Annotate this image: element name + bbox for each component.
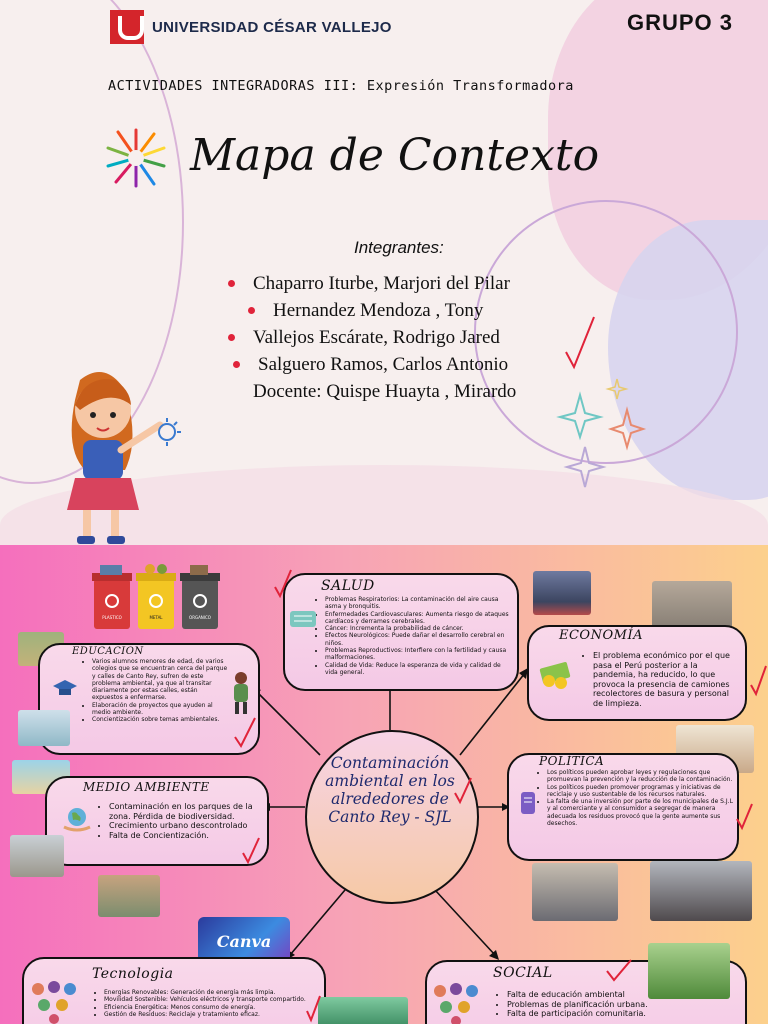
health-title: SALUD (321, 578, 375, 594)
list-item: • Problemas Respiratorios: La contaminación del aire causa asma y bronquitis. (325, 596, 513, 611)
list-item: • Problemas de planificación urbana. (507, 1000, 727, 1010)
sparkle-stars-icon (555, 375, 665, 495)
meeting-photo (532, 863, 618, 921)
bullet-icon (228, 334, 235, 341)
graduation-cap-icon (52, 678, 78, 700)
list-item: • Enfermedades Cardiovasculares: Aumenta riesgo de ataques cardíacos y derrames cerebrales. (325, 611, 513, 626)
money-icon (537, 655, 575, 691)
technology-text (94, 989, 314, 1018)
check-icon (604, 957, 634, 983)
context-map (0, 545, 768, 1024)
check-icon (734, 801, 754, 831)
politics-text (537, 769, 733, 827)
list-item: • La falta de una inversión por parte de los municipales de S.J.L y al comerciante y al consumidor a segregar de manera adecuada los residuos provocó que la gente aumente sus desechos. (547, 798, 733, 827)
university-name: UNIVERSIDAD CÉSAR VALLEJO (152, 18, 392, 36)
list-item: • Falta de Concientización. (109, 831, 259, 841)
education-text (82, 658, 228, 724)
list-item: • Falta de educación ambiental (507, 990, 727, 1000)
environment-text (99, 802, 259, 840)
list-item: • Los políticos pueden promover programas y iniciativas de reciclaje y uso sustentable de los recursos naturales. (547, 784, 733, 799)
bullet-icon (248, 307, 255, 314)
girl-illustration (55, 360, 205, 545)
university-logo (110, 10, 392, 44)
list-item (228, 351, 516, 378)
list-item: • Problemas Reproductivos: Interfiere con la fertilidad y causa malformaciones. (325, 647, 513, 662)
health-box (283, 573, 519, 691)
trash-street-photo (650, 861, 752, 921)
people-group-icon (28, 979, 80, 1024)
list-item: • Energías Renovables: Generación de energía más limpia. (104, 989, 314, 996)
volunteers-photo (648, 943, 730, 999)
list-item: • Varios alumnos menores de edad, de varios colegios que se encuentran cerca del parque y calles de Canto Rey, sufren de este problema ambiental, ya que al transitar diariamente por estas calles, están expuestos a enfermarse. (92, 658, 228, 702)
list-item: • Falta de participación comunitaria. (507, 1009, 727, 1019)
ucv-logo-icon (110, 10, 144, 44)
course-subtitle: ACTIVIDADES INTEGRADORAS III: Expresión Transformadora (108, 78, 574, 94)
list-item: • El problema económico por el que pasa el Perú posterior a la pandemia, ha reducido, lo que provoca la presencia de camiones recolectores de basura y personal de limpieza. (593, 651, 733, 708)
trash-beach-photo (10, 835, 64, 877)
canva-logo: Canva (198, 917, 290, 965)
check-icon (560, 312, 600, 372)
teacher-illustration (228, 670, 254, 716)
list-item: • Elaboración de proyectos que ayuden al medio ambiente. (92, 702, 228, 717)
page-title: Mapa de Contexto (190, 130, 600, 181)
economy-title: ECONOMÍA (559, 628, 643, 643)
garbage-pile-photo (533, 571, 591, 615)
people-group-icon (430, 981, 482, 1024)
bullet-icon (233, 361, 240, 368)
nature-photo (318, 997, 408, 1024)
list-item: • Efectos Neurológicos: Puede dañar el desarrollo cerebral en niños. (325, 632, 513, 647)
list-item (228, 378, 516, 405)
environment-title: MEDIO AMBIENTE (83, 780, 210, 794)
member-name: Vallejos Escárate, Rodrigo Jared (253, 326, 500, 348)
list-item (228, 324, 516, 351)
bin-label: METAL (149, 615, 163, 620)
center-topic: Contaminación ambiental en los alrededores de Canto Rey - SJL (325, 754, 455, 826)
list-item: • Crecimiento urbano descontrolado (109, 821, 259, 831)
bin-label: ORGANICO (189, 615, 211, 620)
colorful-burst-icon (104, 126, 168, 190)
teacher-name: Docente: Quispe Huayta , Mirardo (253, 380, 517, 402)
list-item: • Los políticos pueden aprobar leyes y regulaciones que promuevan la prevención y la reducción de la contaminación. (547, 769, 733, 784)
politics-title: POLÍTICA (539, 754, 605, 768)
face-mask-icon (286, 607, 320, 631)
earth-hands-icon (62, 805, 92, 833)
member-name: Hernandez Mendoza , Tony (273, 299, 484, 321)
scroll-icon (518, 790, 538, 816)
social-title: SOCIAL (493, 965, 553, 981)
check-icon (452, 775, 474, 805)
education-title: EDUCACION (72, 646, 144, 657)
bullet-icon (228, 280, 235, 287)
economy-text (583, 651, 733, 708)
students-photo (18, 710, 70, 746)
list-item: • Calidad de Vida: Reduce la esperanza de vida y calidad de vida general. (325, 662, 513, 677)
member-name: Salguero Ramos, Carlos Antonio (258, 353, 509, 375)
list-item (228, 297, 516, 324)
check-icon (748, 663, 768, 697)
list-item: • Cáncer: Incrementa la probabilidad de cáncer. (325, 625, 513, 632)
check-icon (272, 567, 294, 599)
list-item: • Movilidad Sostenible: Vehículos eléctricos y transporte compartido. (104, 996, 314, 1003)
members-list (228, 270, 516, 405)
technology-title: Tecnologia (92, 966, 174, 982)
list-item: • Concientización sobre temas ambientales. (92, 716, 228, 723)
bin-label: PLASTICO (102, 615, 122, 620)
check-icon (232, 715, 258, 749)
members-heading: Integrantes: (354, 238, 444, 257)
check-icon (240, 835, 262, 865)
list-item: • Gestión de Residuos: Reciclaje y tratamiento eficaz. (104, 1011, 314, 1018)
check-icon (304, 993, 322, 1023)
group-label: GRUPO 3 (626, 10, 733, 35)
politics-box (507, 753, 739, 861)
list-item: • Eficiencia Energética: Menos consumo de energía. (104, 1004, 314, 1011)
city-hills-photo (98, 875, 160, 917)
health-text (315, 596, 513, 676)
member-name: Chaparro Iturbe, Marjori del Pilar (253, 272, 510, 294)
list-item (228, 270, 516, 297)
recycle-bins-illustration (90, 563, 230, 635)
list-item: • Contaminación en los parques de la zona. Pérdida de biodiversidad. (109, 802, 259, 821)
